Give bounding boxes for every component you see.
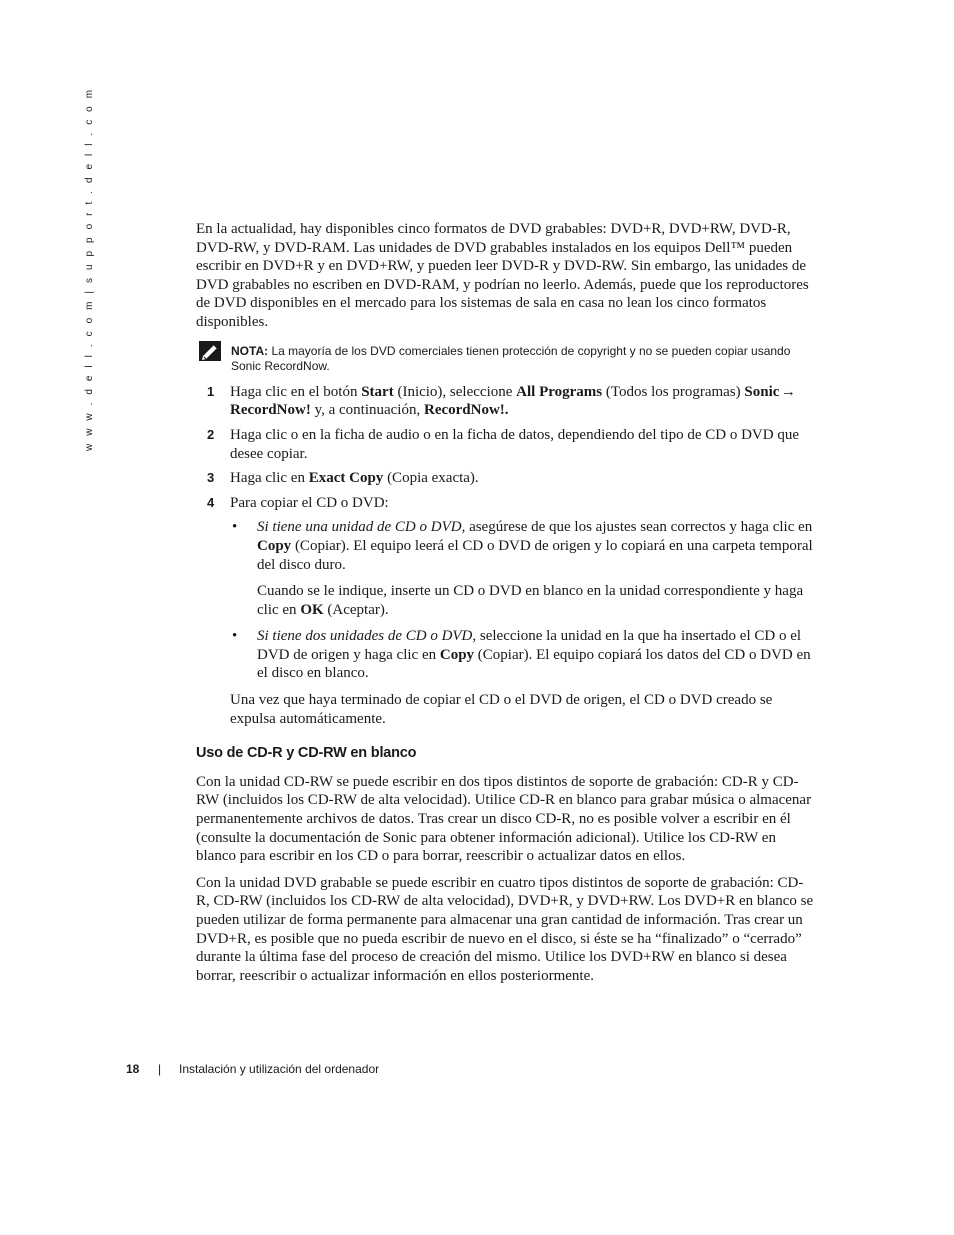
sidebar-url <box>84 87 98 462</box>
note-label: NOTA: <box>231 343 269 358</box>
page-number: 18 <box>126 1062 140 1076</box>
section-paragraph-1: Con la unidad CD-RW se puede escribir en dos tipos distintos de soporte de grabación: CD-R y CD-RW (incluidos los CD-RW de alta velocidad). Utilice CD-R en blanco para grabar música o almacenar permanentemente archivos de datos. Tras crear un disco CD-R, no es posible volver a escribir en él (consulte la documentación de Sonic para obtener información adicional). Utilice los CD-RW en blanco para escribir en los CD o para borrar, reescribir o actualizar datos en ellos. <box>196 773 812 865</box>
bullet-text: , seleccione la unidad en la que ha insertado el CD o el DVD de origen y haga clic en <box>257 628 802 663</box>
recordnow-label: RecordNow! <box>423 402 505 419</box>
sonic-label: Sonic <box>744 383 780 400</box>
step-1 <box>196 383 816 420</box>
bullet-text: (Copiar). El equipo copiará los datos del CD o DVD en el disco en blanco. <box>257 646 811 682</box>
exact-copy-label: Exact Copy <box>308 470 384 487</box>
step-period: . <box>504 402 509 419</box>
step-number: 2 <box>207 426 215 442</box>
step-2 <box>196 426 816 463</box>
copy-label: Copy <box>439 646 475 663</box>
bullet-lead: Si tiene una unidad de CD o DVD <box>257 519 462 536</box>
step-4 <box>196 494 816 683</box>
note-text: La mayoría de los DVD comerciales tienen protección de copyright y no se pueden copiar usando Sonic RecordNow. <box>231 343 791 374</box>
step-text: Para copiar el CD o DVD: <box>230 494 389 511</box>
start-label: Start <box>361 383 394 400</box>
step-text: y, a continuación, <box>310 402 424 419</box>
steps-list <box>196 383 816 683</box>
intro-paragraph: En la actualidad, hay disponibles cinco formatos de DVD grabables: DVD+R, DVD+RW, DVD-R, DVD-RW, y DVD-RAM. Las unidades de DVD grabables instalados en los equipos Dell™ pueden escribir en DVD+R y en DVD+RW, y pueden leer DVD-R y DVD-RW. Sin embargo, las unidades de DVD grabables no escriben en DVD-RAM, y podrían no leerlo. Además, puede que los reproductores de DVD disponibles en el mercado para los sistemas de sala en casa no lean los cinco formatos disponibles. <box>196 221 809 330</box>
step-3 <box>196 469 816 488</box>
step-text: (Copia exacta). <box>383 470 479 487</box>
bullet-item <box>230 518 816 619</box>
bullet-lead: Si tiene dos unidades de CD o DVD <box>257 628 473 645</box>
bullet-dot: • <box>232 519 238 536</box>
arrow-right-icon: → <box>780 383 796 400</box>
copy-label: Copy <box>257 537 292 554</box>
page-content <box>196 220 816 993</box>
chapter-title: Instalación y utilización del ordenador <box>179 1062 380 1076</box>
bullet-text: (Copiar). El equipo leerá el CD o DVD de origen y lo copiará en una carpeta temporal del disco duro. <box>257 537 813 573</box>
step-text: (Inicio), seleccione <box>393 383 517 400</box>
step-text: (Todos los programas) <box>602 383 745 400</box>
ok-label: OK <box>300 601 324 618</box>
bullet-dot: • <box>232 628 238 645</box>
note-box <box>196 344 816 375</box>
step-number: 4 <box>207 494 215 510</box>
after-steps-paragraph: Una vez que haya terminado de copiar el CD o el DVD de origen, el CD o DVD creado se expulsa automáticamente. <box>230 692 773 727</box>
bullet-list <box>230 518 816 683</box>
sidebar-url-text: w w w . d e l l . c o m | s u p p o r t . d e l l . c o m <box>84 87 95 451</box>
footer-separator: | <box>158 1062 162 1076</box>
bullet-text: , asegúrese de que los ajustes sean correctos y haga clic en <box>461 519 813 536</box>
step-text: Haga clic en el botón <box>230 383 362 400</box>
bullet-item <box>230 627 816 683</box>
bullet-text: Cuando se le indique, inserte un CD o DVD en blanco en la unidad correspondiente y haga clic en <box>257 583 804 618</box>
recordnow-label: RecordNow! <box>230 402 311 419</box>
step-text: Haga clic en <box>230 470 309 487</box>
section-paragraph-2: Con la unidad DVD grabable se puede escribir en cuatro tipos distintos de soporte de grabación: CD-R, CD-RW (incluidos los CD-RW de alta velocidad), DVD+R, y DVD+RW. Los DVD+R en blanco se pueden utilizar de forma permanente para almacenar una gran cantidad de información. Tras crear un DVD+R, es posible que no pueda escribir de nuevo en el disco, si éste se ha “finalizado” o “cerrado” durante la última fase del proceso de creación del mismo. Utilice los DVD+RW en blanco si desea borrar, reescribir o actualizar información en ellos posteriormente. <box>196 874 814 984</box>
step-text: Haga clic o en la ficha de audio o en la ficha de datos, dependiendo del tipo de CD o DVD que desee copiar. <box>230 426 799 462</box>
note-pencil-icon <box>199 341 221 361</box>
bullet-text: (Aceptar). <box>323 601 389 618</box>
all-programs-label: All Programs <box>516 383 603 400</box>
bullet-subparagraph <box>257 582 816 619</box>
section-heading: Uso de CD-R y CD-RW en blanco <box>196 745 417 762</box>
step-number: 1 <box>207 383 215 399</box>
step-number: 3 <box>207 470 215 486</box>
